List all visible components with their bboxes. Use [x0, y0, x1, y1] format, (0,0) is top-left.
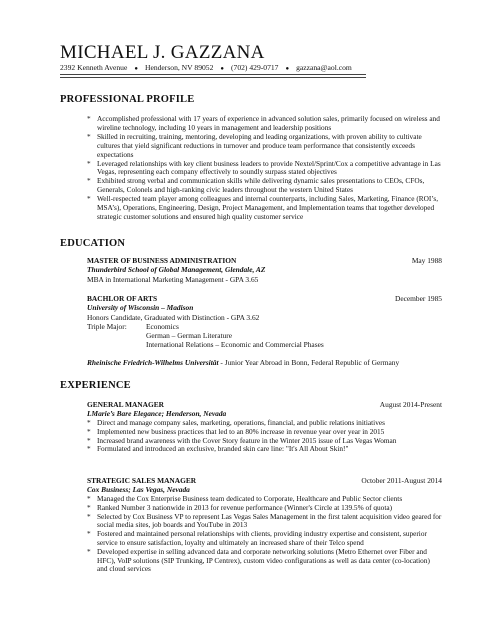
abroad-school: Rheinische Friedrich-Wilhelms Universität — [87, 358, 219, 367]
list-item: * Exhibited strong verbal and communication skills while delivering dynamic sales presentations to CEOs, CFOs, Generals, Colonels and high-ranking civic leaders throughout the western United States — [87, 177, 442, 195]
study-abroad — [87, 358, 399, 367]
degree-detail-mba: MBA in International Marketing Management - GPA 3.65 — [87, 275, 259, 284]
list-item: * Developed expertise in selling advanced data and corporate networking solutions (Metro Ethernet over Fiber and HFC), VoIP solutions (SIP Trunking, IP Centrex), custom video configurations as well as data center (co-location) and cloud services — [87, 548, 442, 574]
list-item: * Leveraged relationships with key client business leaders to provide Nextel/Sprint/Cox a competitive advantage in Las Vegas, representing each company effectively to soundly surpass stated objectives — [87, 160, 442, 178]
profile-list — [87, 115, 442, 222]
job-date: October 2011-August 2014 — [361, 476, 442, 485]
degree-date-mba: May 1988 — [411, 256, 442, 265]
list-item: * Well-respected team player among colleagues and internal counterparts, including Sales, Marketing, Finance (ROI’s, MSA’s), Operations, Engineering, Design, Project Management, and Implementation teams that together developed strategic customer solutions and ensured high quality customer service — [87, 195, 442, 222]
separator-dot: ● — [134, 66, 138, 72]
list-item: * Direct and manage company sales, marketing, operations, financial, and public relations initiatives — [87, 419, 442, 428]
major-item: Economics — [146, 322, 179, 331]
degree-ba: BACHLOR OF ARTS — [87, 294, 158, 303]
phone: (702) 429-0717 — [231, 63, 279, 72]
job-date: August 2014-Present — [379, 400, 442, 409]
job-duties-list — [87, 495, 442, 574]
list-item: * Implemented new business practices that led to an 80% increase in revenue year over year in 2015 — [87, 428, 442, 437]
contact-line — [60, 63, 352, 72]
major-item: International Relations – Economic and Commercial Phases — [146, 340, 324, 349]
school-mba: Thunderbird School of Global Management, Glendale, AZ — [87, 265, 266, 274]
list-item: * Increased brand awareness with the Cover Story feature in the Winter 2015 issue of Las Vegas Woman — [87, 437, 442, 446]
list-item: * Fostered and maintained personal relationships with clients, providing industry expertise and consistent, superior service to ensure satisfaction, loyalty and ultimately an increased share of their Telco spend — [87, 530, 442, 548]
city: Henderson, NV 89052 — [144, 63, 214, 72]
email[interactable]: gazzana@aol.com — [296, 63, 352, 72]
job-title: GENERAL MANAGER — [87, 400, 164, 409]
list-item: * Skilled in recruiting, training, mentoring, developing and leading organizations, with proven ability to cultivate cultures that yield significant reductions in turnover and produce team performance that consistently exceeds expectations — [87, 133, 442, 160]
address: 2392 Kenneth Avenue — [60, 63, 128, 72]
separator-dot: ● — [285, 66, 290, 72]
list-item: * Formulated and introduced an exclusive, branded skin care line: "It's All About Skin!" — [87, 445, 442, 454]
section-heading-education: EDUCATION — [60, 238, 126, 249]
candidate-name: MICHAEL J. GAZZANA — [60, 42, 265, 63]
abroad-detail: - Junior Year Abroad in Bonn, Federal Republic of Germany — [218, 358, 400, 367]
degree-date-ba: December 1985 — [395, 294, 442, 303]
list-item: * Ranked Number 3 nationwide in 2013 for revenue performance (Winner's Circle at 139.5% of quota) — [87, 504, 442, 513]
list-item: * Accomplished professional with 17 years of experience in advanced solution sales, primarily focused on wireless and wireline technology, including 10 years in management and leadership positions — [87, 115, 442, 133]
separator-dot: ● — [220, 66, 225, 72]
job-company: LMarie’s Bare Elegance; Henderson, Nevada — [87, 409, 227, 418]
school-ba: University of Wisconsin – Madison — [87, 303, 194, 312]
list-item: * Managed the Cox Enterprise Business team dedicated to Corporate, Healthcare and Public Sector clients — [87, 495, 442, 504]
major-label: Triple Major: — [87, 322, 127, 331]
section-heading-profile: PROFESSIONAL PROFILE — [60, 94, 195, 105]
job-title: STRATEGIC SALES MANAGER — [87, 476, 197, 485]
job-duties-list — [87, 419, 442, 454]
header-rule — [60, 74, 366, 78]
list-item: * Selected by Cox Business VP to represent Las Vegas Sales Management in the first talent acquisition video geared for social media sites, job boards and YouTube in 2013 — [87, 513, 442, 531]
job-company: Cox Business; Las Vegas, Nevada — [87, 485, 190, 494]
degree-detail-ba: Honors Candidate, Graduated with Distinction - GPA 3.62 — [87, 313, 260, 322]
section-heading-experience: EXPERIENCE — [60, 380, 131, 391]
major-item: German – German Literature — [146, 331, 232, 340]
degree-mba: MASTER OF BUSINESS ADMINISTRATION — [87, 256, 237, 265]
